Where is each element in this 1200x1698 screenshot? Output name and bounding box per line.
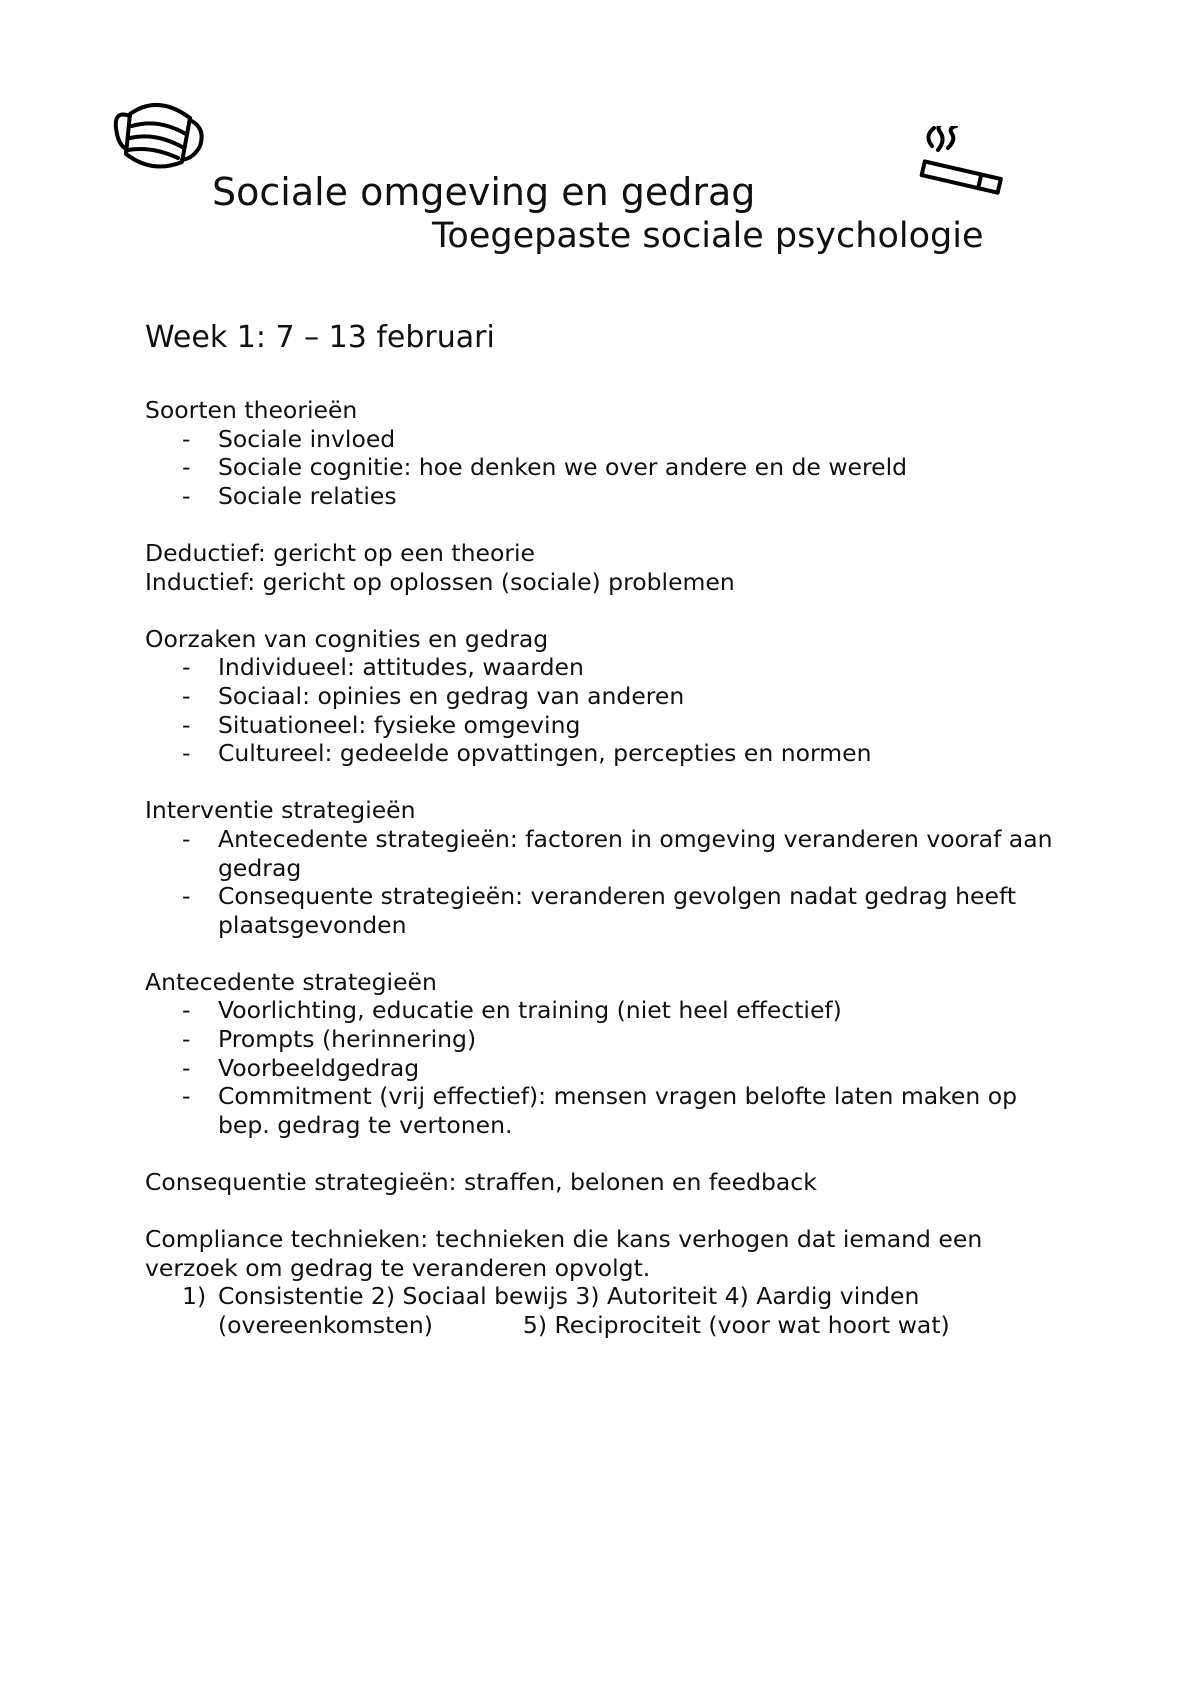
section-antecedente <box>145 968 1065 1140</box>
section-heading: Soorten theorieën <box>145 396 358 424</box>
paragraph-consequentie: Consequentie strategieën: straffen, belonen en feedback <box>145 1168 817 1197</box>
list-item: - Commitment (vrij effectief): mensen vragen belofte laten maken op bep. gedrag te vertonen. <box>145 1082 1065 1139</box>
document-title: Sociale omgeving en gedrag <box>212 170 756 214</box>
section-compliance <box>145 1225 1065 1339</box>
list-item: - Sociale cognitie: hoe denken we over andere en de wereld <box>145 453 1065 482</box>
week-heading: Week 1: 7 – 13 februari <box>145 320 495 355</box>
section-soorten-theorieen <box>145 396 1065 510</box>
section-consequentie <box>145 1168 1065 1197</box>
list-item: - Individueel: attitudes, waarden <box>145 653 1065 682</box>
paragraph-deductief: Deductief: gericht op een theorie <box>145 538 536 567</box>
section-heading: Antecedente strategieën <box>145 967 437 996</box>
list-item: - Voorbeeldgedrag <box>145 1054 1065 1083</box>
section-interventie <box>145 796 1065 939</box>
bullet-list <box>145 425 1065 511</box>
bullet-list <box>145 996 1065 1139</box>
notes-body <box>145 396 1065 1340</box>
bullet-list <box>145 825 1065 939</box>
list-item <box>145 1282 1065 1339</box>
section-oorzaken <box>145 625 1065 768</box>
list-item-text: Consistentie 2) Sociaal bewijs 3) Autoriteit 4) Aardig vinden (overeenkomsten) <box>218 1282 920 1339</box>
list-item: - Sociale relaties <box>145 482 1065 511</box>
numbered-list <box>145 1282 1065 1339</box>
section-deductief-inductief <box>145 539 1065 596</box>
list-item: - Voorlichting, educatie en training (niet heel effectief) <box>145 996 1065 1025</box>
list-item: - Antecedente strategieën: factoren in omgeving veranderen vooraf aan gedrag <box>145 825 1065 882</box>
list-item: - Sociaal: opinies en gedrag van anderen <box>145 682 1065 711</box>
section-heading: Interventie strategieën <box>145 796 416 825</box>
cigarette-icon <box>918 126 1004 202</box>
paragraph-inductief: Inductief: gericht op oplossen (sociale) problemen <box>145 567 735 596</box>
list-item: - Consequente strategieën: veranderen gevolgen nadat gedrag heeft plaatsgevonden <box>145 882 1065 939</box>
section-heading: Oorzaken van cognities en gedrag <box>145 624 549 653</box>
bullet-list <box>145 653 1065 767</box>
paragraph-compliance: Compliance technieken: technieken die kans verhogen dat iemand een verzoek om gedrag te veranderen opvolgt. <box>145 1225 983 1282</box>
list-item: - Sociale invloed <box>145 425 1065 454</box>
list-item: - Situationeel: fysieke omgeving <box>145 711 1065 740</box>
list-number: 1) <box>182 1282 207 1311</box>
list-item: - Prompts (herinnering) <box>145 1025 1065 1054</box>
face-mask-icon <box>108 88 208 176</box>
list-item-text-cont: 5) Reciprociteit (voor wat hoort wat) <box>522 1311 950 1339</box>
document-subtitle: Toegepaste sociale psychologie <box>432 216 984 256</box>
list-item: - Cultureel: gedeelde opvattingen, percepties en normen <box>145 739 1065 768</box>
